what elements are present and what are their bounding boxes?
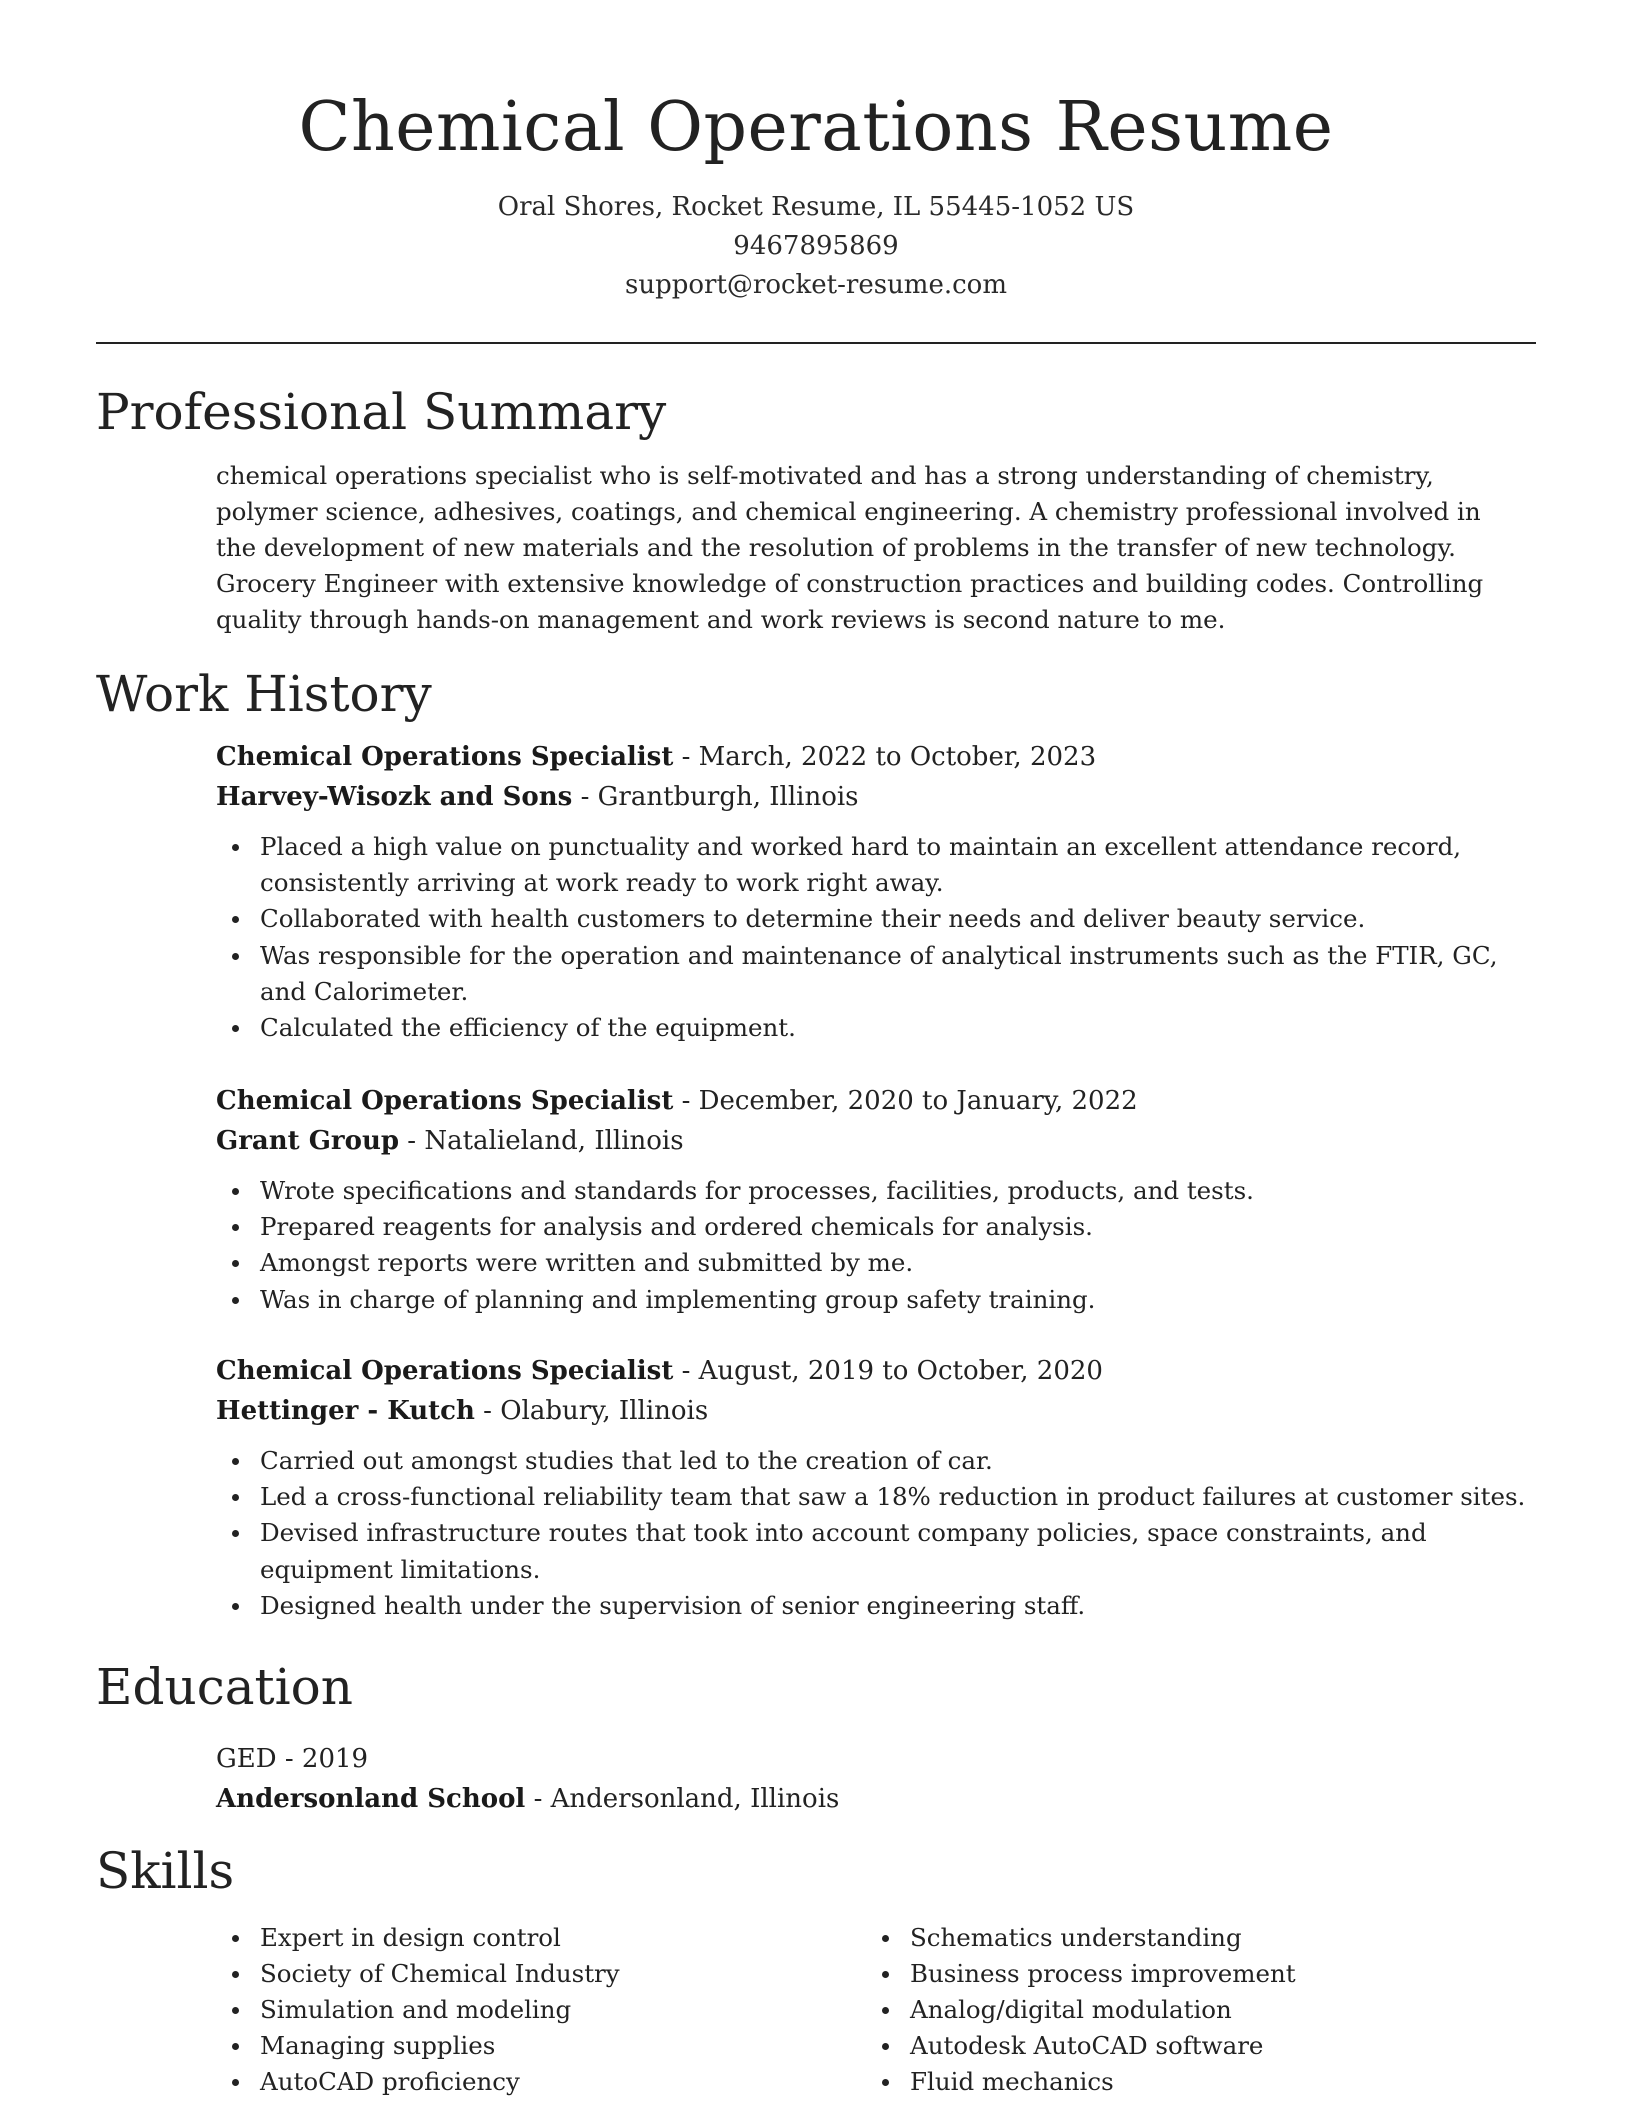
- bullet-item: Prepared reagents for analysis and ordered chemicals for analysis.: [260, 1209, 1526, 1245]
- job-title-line: [216, 737, 1526, 777]
- job-company-line: [216, 1121, 1526, 1161]
- job-company-line: [216, 1391, 1526, 1431]
- job-role: Chemical Operations Specialist: [216, 742, 674, 772]
- job-company: Hettinger - Kutch: [216, 1396, 475, 1426]
- skill-item: Autodesk AutoCAD software: [910, 2028, 1516, 2064]
- skills-column-right: [866, 1920, 1516, 2100]
- bullet-item: Collaborated with health customers to determine their needs and deliver beauty service.: [260, 901, 1526, 937]
- bullet-item: Amongst reports were written and submitted by me.: [260, 1245, 1526, 1281]
- skill-item: AutoCAD proficiency: [260, 2064, 866, 2100]
- phone: 9467895869: [733, 231, 899, 261]
- bullet-item: Was responsible for the operation and maintenance of analytical instruments such as the FTIR, GC, and Calorimeter.: [260, 938, 1526, 1010]
- job-dates: - March, 2022 to October, 2023: [673, 742, 1097, 772]
- bullet-item: Wrote specifications and standards for processes, facilities, products, and tests.: [260, 1173, 1526, 1209]
- job-dates: - December, 2020 to January, 2022: [673, 1086, 1138, 1116]
- job-location: - Natalieland, Illinois: [399, 1126, 684, 1156]
- work-history-heading: Work History: [96, 665, 432, 723]
- job-bullets: [216, 829, 1526, 1046]
- skill-item: Simulation and modeling: [260, 1992, 866, 2028]
- job-bullets: [216, 1173, 1526, 1318]
- skill-item: Society of Chemical Industry: [260, 1956, 866, 1992]
- job-role: Chemical Operations Specialist: [216, 1356, 674, 1386]
- education-school-line: [216, 1779, 1526, 1819]
- bullet-item: Led a cross-functional reliability team that saw a 18% reduction in product failures at customer sites.: [260, 1479, 1526, 1515]
- address: Oral Shores, Rocket Resume, IL 55445-1052 US: [497, 192, 1135, 222]
- education-school: Andersonland School: [216, 1784, 526, 1814]
- contact-block: [96, 188, 1536, 305]
- education-location: - Andersonland, Illinois: [525, 1784, 840, 1814]
- job-entry: [216, 1081, 1526, 1318]
- skill-item: Expert in design control: [260, 1920, 866, 1956]
- bullet-item: Was in charge of planning and implementing group safety training.: [260, 1282, 1526, 1318]
- job-title-line: [216, 1351, 1526, 1391]
- bullet-item: Devised infrastructure routes that took into account company policies, space constraints, and equipment limitations.: [260, 1515, 1526, 1587]
- skill-item: Schematics understanding: [910, 1920, 1516, 1956]
- bullet-item: Calculated the efficiency of the equipment.: [260, 1010, 1526, 1046]
- skill-item: Business process improvement: [910, 1956, 1516, 1992]
- resume-header: [96, 78, 1536, 305]
- skills-heading: Skills: [96, 1842, 235, 1900]
- job-company: Grant Group: [216, 1126, 400, 1156]
- skills-column-left: [216, 1920, 866, 2100]
- bullet-item: Placed a high value on punctuality and worked hard to maintain an excellent attendance record, consistently arriving at work ready to work right away.: [260, 829, 1526, 901]
- job-entry: [216, 1351, 1526, 1624]
- education-entry: [216, 1739, 1526, 1819]
- job-company: Harvey-Wisozk and Sons: [216, 782, 573, 812]
- skill-item: Managing supplies: [260, 2028, 866, 2064]
- job-entry: [216, 737, 1526, 1046]
- job-company-line: [216, 777, 1526, 817]
- email: support@rocket-resume.com: [624, 270, 1007, 300]
- job-title-line: [216, 1081, 1526, 1121]
- skill-item: Analog/digital modulation: [910, 1992, 1516, 2028]
- header-divider: [96, 342, 1536, 344]
- skill-item: Fluid mechanics: [910, 2064, 1516, 2100]
- bullet-item: Carried out amongst studies that led to the creation of car.: [260, 1443, 1526, 1479]
- job-location: - Olabury, Illinois: [474, 1396, 709, 1426]
- bullet-item: Designed health under the supervision of senior engineering staff.: [260, 1588, 1526, 1624]
- education-degree: GED - 2019: [216, 1744, 369, 1774]
- summary-text: chemical operations specialist who is self-motivated and has a strong understanding of chemistry, polymer science, adhesives, coatings, and chemical engineering. A chemistry professional involved in the development of new materials and the resolution of problems in the transfer of new technology. Grocery Engineer with extensive knowledge of construction practices and building codes. Controlling quality through hands-on management and work reviews is second nature to me.: [216, 461, 1484, 634]
- job-dates: - August, 2019 to October, 2020: [673, 1356, 1103, 1386]
- job-role: Chemical Operations Specialist: [216, 1086, 674, 1116]
- skills-list: [216, 1920, 1536, 2100]
- job-location: - Grantburgh, Illinois: [572, 782, 859, 812]
- job-bullets: [216, 1443, 1526, 1624]
- resume-title: Chemical Operations Resume: [298, 88, 1334, 167]
- summary-heading: Professional Summary: [96, 383, 667, 441]
- education-heading: Education: [96, 1658, 353, 1716]
